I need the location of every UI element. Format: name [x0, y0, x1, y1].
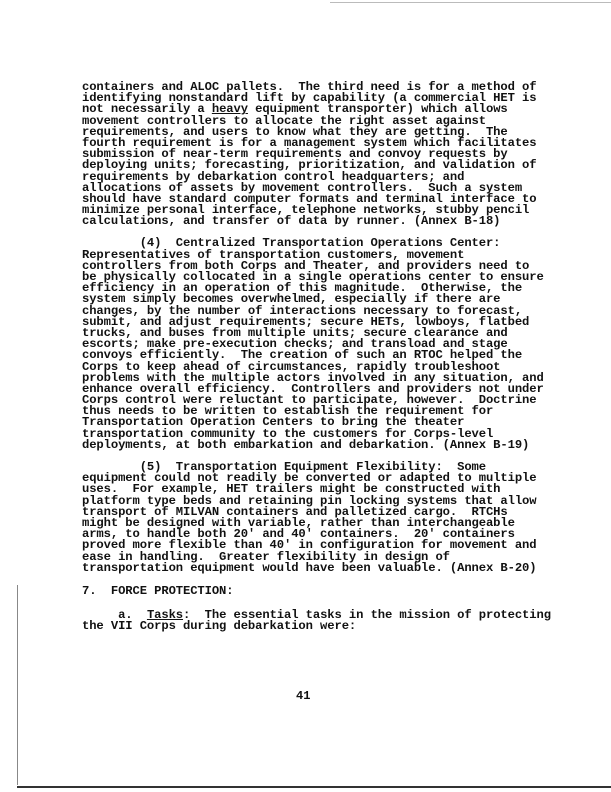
text-line: platform type beds and retaining pin locking systems that allow — [82, 493, 537, 508]
text-line: calculations, and transfer of data by runner. (Annex B-18) — [82, 214, 501, 229]
text-line: escorts; make pre-execution checks; and transload and stage — [82, 337, 508, 352]
paragraph-annex-b18 — [82, 82, 602, 227]
text-line: (4) Centralized Transportation Operations Center: — [82, 236, 501, 251]
text-line: be physically collocated in a single operations center to ensure — [82, 270, 544, 284]
text-line: might be designed with variable, rather than interchangeable — [82, 515, 515, 530]
text-line: not necessarily a heavy equipment transporter) which allows — [82, 102, 508, 117]
text-line: deployments, at both embarkation and debarkation. (Annex B-19) — [82, 437, 530, 452]
text-line: requirements by debarkation control headquarters; and — [82, 169, 465, 184]
text-line: proved more flexible than 40' in configuration for movement and — [82, 538, 537, 553]
text-line: arms, to handle both 20' and 40' containers. 20' containers — [82, 527, 515, 542]
text-line: ease in handling. Greater flexibility in design of — [82, 549, 450, 564]
text-line: allocations of assets by movement controllers. Such a system — [82, 180, 523, 195]
text-line: thus needs to be written to establish the requirement for — [82, 404, 494, 419]
text-line: problems with the multiple actors involved in any situation, and — [82, 370, 544, 385]
scan-edge-top — [330, 2, 611, 3]
tasks-indent: a. — [82, 608, 147, 623]
section-heading-force-protection: 7. FORCE PROTECTION: — [82, 583, 234, 598]
text-line: convoys efficiently. The creation of such an RTOC helped the — [82, 348, 523, 363]
text-line: fourth requirement is for a management system which facilitates — [82, 135, 537, 150]
scan-edge-left — [17, 585, 18, 785]
text-line: requirements, and users to know what they are getting. The — [82, 124, 508, 139]
text-line: controllers from both Corps and Theater, and providers need to — [82, 258, 530, 273]
text-line: containers and ALOC pallets. The third need is for a method of — [82, 80, 537, 94]
text-line: equipment could not readily be converted or adapted to multiple — [82, 471, 537, 486]
text-line: efficiency in an operation of this magnitude. Otherwise, the — [82, 281, 523, 296]
text-line: (5) Transportation Equipment Flexibility: Some — [82, 460, 486, 474]
text-line: trucks, and buses from multiple units; secure clearance and — [82, 325, 508, 340]
tasks-line1: : The essential tasks in the mission of protecting — [183, 608, 551, 623]
text-line: transportation community to the customers for Corps-level — [82, 426, 494, 441]
text-line: transport of MILVAN containers and palletized cargo. RTCHs — [82, 504, 508, 519]
paragraph-tasks — [82, 610, 602, 632]
text-line: Corps to keep ahead of circumstances, rapidly troubleshoot — [82, 359, 501, 374]
text-line: Corps control were reluctant to participate, however. Doctrine — [82, 393, 537, 408]
text-line: changes, by the number of interactions necessary to forecast, — [82, 303, 523, 318]
tasks-label: Tasks — [146, 608, 184, 623]
text-line: submission of near-term requirements and convoy requests by — [82, 147, 508, 162]
paragraph-equipment-flexibility — [82, 462, 602, 574]
paragraph-centralized-toc — [82, 238, 602, 451]
tasks-line2: the VII Corps during debarkation were: — [82, 619, 357, 634]
text-line: enhance overall efficiency. Controllers and providers not under — [82, 381, 544, 396]
page-number: 41 — [296, 689, 311, 703]
text-line: minimize personal interface, telephone networks, stubby pencil — [82, 203, 530, 218]
text-line: system simply becomes overwhelmed, especially if there are — [82, 292, 501, 307]
document-body — [82, 82, 602, 643]
scan-edge-bottom — [17, 786, 611, 788]
text-line: should have standard computer formats and terminal interface to — [82, 191, 537, 206]
text-line: Representatives of transportation customers, movement — [82, 247, 465, 262]
text-line: uses. For example, HET trailers might be constructed with — [82, 482, 501, 497]
text-line: movement controllers to allocate the right asset against — [82, 113, 486, 128]
text-line: submit, and adjust requirements; secure HETs, lowboys, flatbed — [82, 314, 530, 329]
text-line: identifying nonstandard lift by capability (a commercial HET is — [82, 91, 537, 106]
text-line: deploying units; forecasting, prioritization, and validation of — [82, 158, 537, 173]
text-line: transportation equipment would have been valuable. (Annex B-20) — [82, 560, 537, 575]
text-line: Transportation Operation Centers to bring the theater — [82, 415, 465, 430]
